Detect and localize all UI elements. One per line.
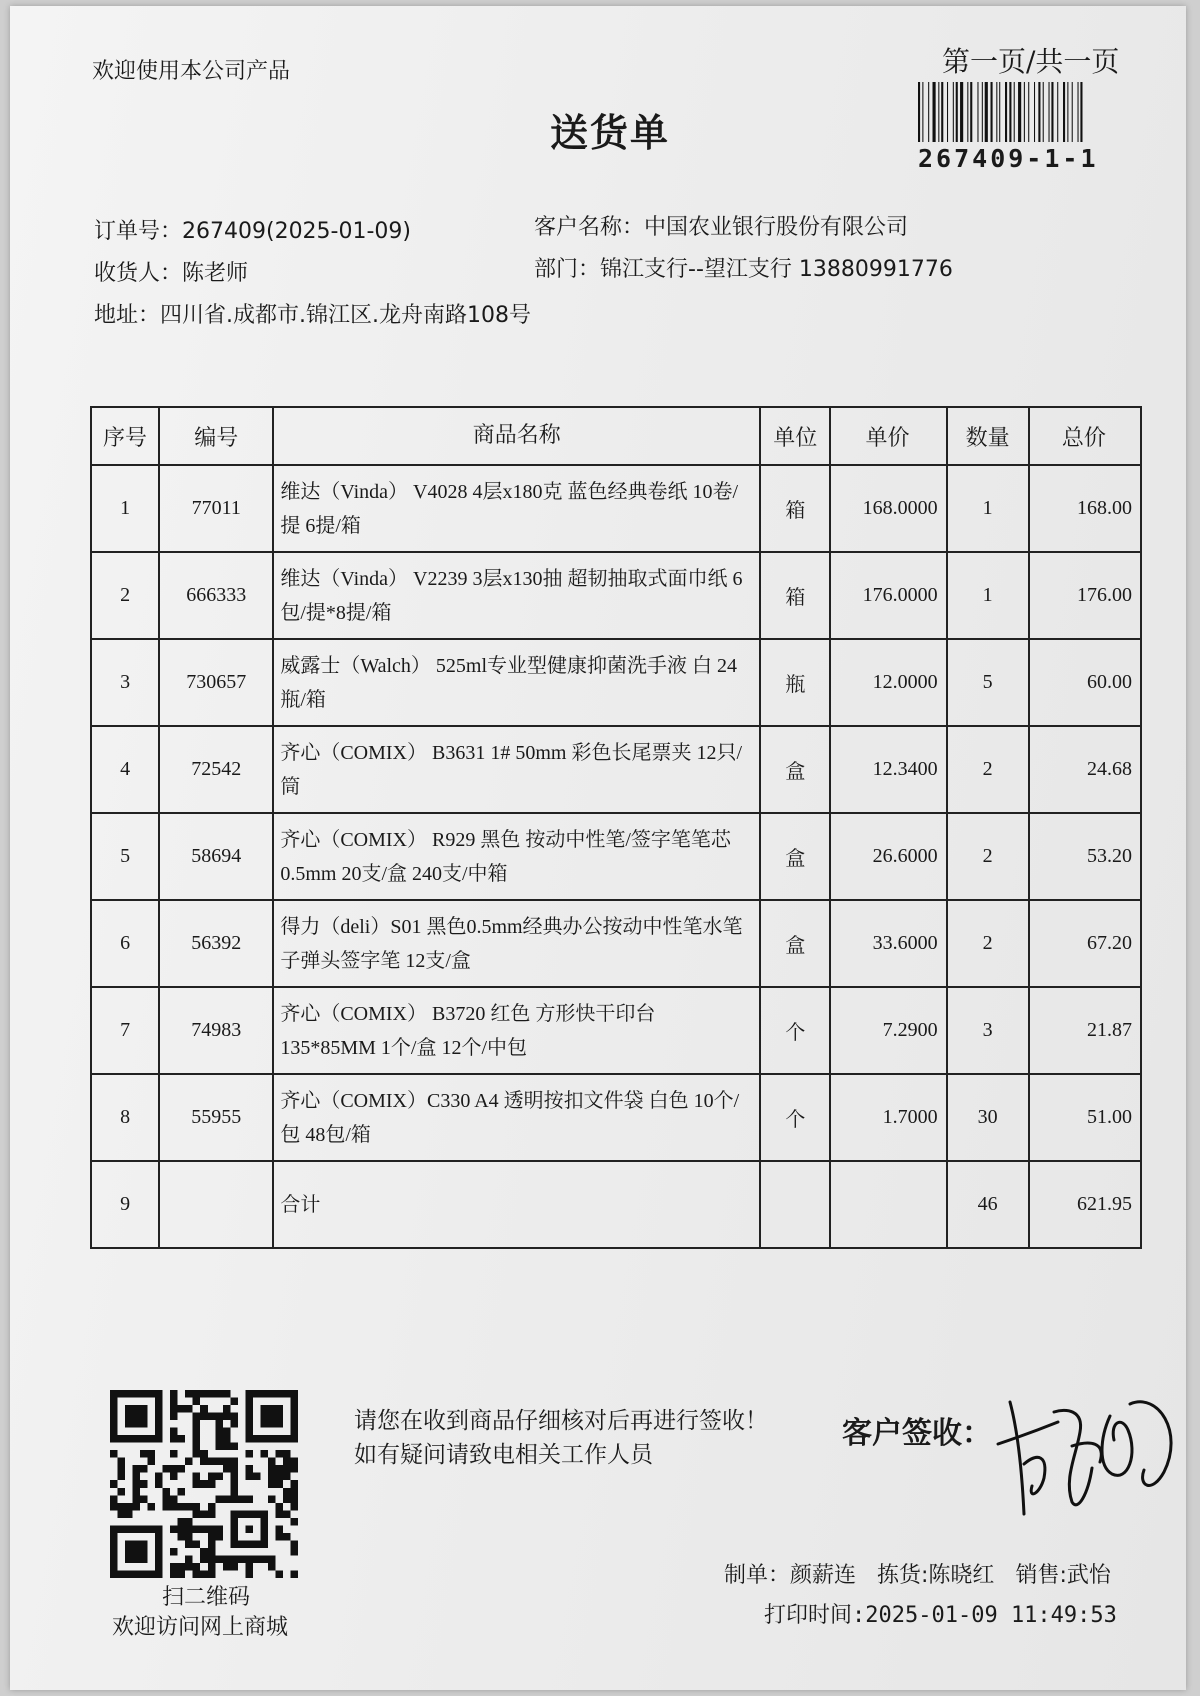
cell-product-name: 维达（Vinda） V4028 4层x180克 蓝色经典卷纸 10卷/提 6提/箱 bbox=[273, 465, 760, 552]
cell-seq: 1 bbox=[91, 465, 159, 552]
cell-unit: 个 bbox=[760, 1074, 830, 1161]
cell-unit-price: 1.7000 bbox=[830, 1074, 946, 1161]
header-unit: 单位 bbox=[760, 407, 830, 465]
cell-total: 67.20 bbox=[1029, 900, 1141, 987]
cell-unit-price: 12.3400 bbox=[830, 726, 946, 813]
cell-unit: 箱 bbox=[760, 465, 830, 552]
cell-seq: 5 bbox=[91, 813, 159, 900]
qr-code-image bbox=[110, 1390, 298, 1578]
cell-code: 56392 bbox=[159, 900, 273, 987]
picker: 拣货:陈晓红 bbox=[877, 1563, 995, 1588]
order-number: 订单号：267409(2025-01-09) bbox=[94, 219, 412, 244]
cell-product-name: 威露士（Walch） 525ml专业型健康抑菌洗手液 白 24瓶/箱 bbox=[273, 639, 760, 726]
maker: 制单：颜薪连 bbox=[724, 1563, 857, 1588]
cell-quantity: 3 bbox=[947, 987, 1029, 1074]
cell-unit-price: 176.0000 bbox=[830, 552, 946, 639]
items-table bbox=[90, 406, 1142, 1249]
total-row bbox=[91, 1161, 1141, 1248]
address: 地址：四川省.成都市.锦江区.龙舟南路108号 bbox=[94, 303, 531, 328]
department: 部门：锦江支行--望江支行 13880991776 bbox=[534, 257, 953, 282]
cell-seq: 8 bbox=[91, 1074, 159, 1161]
table-row bbox=[91, 1074, 1141, 1161]
qr-caption: 扫二维码 bbox=[162, 1585, 251, 1610]
total-cell-seq: 9 bbox=[91, 1161, 159, 1248]
cell-unit: 盒 bbox=[760, 726, 830, 813]
cell-quantity: 1 bbox=[947, 552, 1029, 639]
table-row bbox=[91, 552, 1141, 639]
cell-code: 55955 bbox=[159, 1074, 273, 1161]
cell-unit: 箱 bbox=[760, 552, 830, 639]
table-row bbox=[91, 465, 1141, 552]
cell-seq: 7 bbox=[91, 987, 159, 1074]
cell-quantity: 30 bbox=[947, 1074, 1029, 1161]
welcome-text: 欢迎使用本公司产品 bbox=[92, 59, 291, 84]
header-quantity: 数量 bbox=[947, 407, 1029, 465]
table-header-row bbox=[91, 407, 1141, 465]
cell-unit: 个 bbox=[760, 987, 830, 1074]
total-cell-product-name: 合计 bbox=[273, 1161, 760, 1248]
handwritten-signature bbox=[988, 1382, 1188, 1522]
cell-product-name: 齐心（COMIX）C330 A4 透明按扣文件袋 白色 10个/包 48包/箱 bbox=[273, 1074, 760, 1161]
cell-product-name: 齐心（COMIX） R929 黑色 按动中性笔/签字笔笔芯0.5mm 20支/盒 240支/中箱 bbox=[273, 813, 760, 900]
cell-product-name: 齐心（COMIX） B3631 1# 50mm 彩色长尾票夹 12只/筒 bbox=[273, 726, 760, 813]
receipt-notice: 请您在收到商品仔细核对后再进行签收！如有疑问请致电相关工作人员 bbox=[354, 1408, 768, 1468]
table-row bbox=[91, 639, 1141, 726]
qr-caption-mall: 欢迎访问网上商城 bbox=[112, 1615, 289, 1640]
cell-total: 176.00 bbox=[1029, 552, 1141, 639]
barcode-image bbox=[916, 82, 1138, 142]
barcode-number: 267409-1-1 bbox=[918, 144, 1099, 173]
cell-quantity: 2 bbox=[947, 900, 1029, 987]
cell-unit-price: 168.0000 bbox=[830, 465, 946, 552]
table-row bbox=[91, 813, 1141, 900]
cell-quantity: 1 bbox=[947, 465, 1029, 552]
total-cell-unit-price bbox=[830, 1161, 946, 1248]
total-cell-quantity: 46 bbox=[947, 1161, 1029, 1248]
cell-total: 168.00 bbox=[1029, 465, 1141, 552]
cell-product-name: 得力（deli）S01 黑色0.5mm经典办公按动中性笔水笔 子弹头签字笔 12支/盒 bbox=[273, 900, 760, 987]
total-cell-unit bbox=[760, 1161, 830, 1248]
cell-seq: 4 bbox=[91, 726, 159, 813]
table-row bbox=[91, 987, 1141, 1074]
cell-code: 666333 bbox=[159, 552, 273, 639]
cell-seq: 6 bbox=[91, 900, 159, 987]
header-code: 编号 bbox=[159, 407, 273, 465]
cell-quantity: 5 bbox=[947, 639, 1029, 726]
cell-unit: 盒 bbox=[760, 900, 830, 987]
header-unit-price: 单价 bbox=[830, 407, 946, 465]
table-row bbox=[91, 900, 1141, 987]
table-row bbox=[91, 726, 1141, 813]
document-title: 送货单 bbox=[550, 111, 671, 155]
cell-unit-price: 7.2900 bbox=[830, 987, 946, 1074]
cell-code: 77011 bbox=[159, 465, 273, 552]
header-total: 总价 bbox=[1029, 407, 1141, 465]
customer-sign-label: 客户签收： bbox=[842, 1416, 992, 1451]
customer-name: 客户名称：中国农业银行股份有限公司 bbox=[534, 215, 909, 240]
sales: 销售:武怡 bbox=[1015, 1563, 1111, 1588]
cell-seq: 3 bbox=[91, 639, 159, 726]
cell-product-name: 齐心（COMIX） B3720 红色 方形快干印台 135*85MM 1个/盒 12个/中包 bbox=[273, 987, 760, 1074]
cell-total: 60.00 bbox=[1029, 639, 1141, 726]
total-cell-code bbox=[159, 1161, 273, 1248]
delivery-note-paper bbox=[10, 6, 1186, 1690]
cell-total: 53.20 bbox=[1029, 813, 1141, 900]
page-info: 第一页/共一页 bbox=[942, 45, 1120, 78]
header-product-name: 商品名称 bbox=[273, 407, 760, 465]
total-cell-total: 621.95 bbox=[1029, 1161, 1141, 1248]
cell-total: 24.68 bbox=[1029, 726, 1141, 813]
cell-code: 58694 bbox=[159, 813, 273, 900]
cell-quantity: 2 bbox=[947, 813, 1029, 900]
cell-code: 72542 bbox=[159, 726, 273, 813]
cell-unit-price: 33.6000 bbox=[830, 900, 946, 987]
cell-unit-price: 12.0000 bbox=[830, 639, 946, 726]
cell-unit-price: 26.6000 bbox=[830, 813, 946, 900]
cell-unit: 瓶 bbox=[760, 639, 830, 726]
print-time: 打印时间:2025-01-09 11:49:53 bbox=[764, 1603, 1117, 1628]
cell-code: 730657 bbox=[159, 639, 273, 726]
cell-seq: 2 bbox=[91, 552, 159, 639]
staff-line bbox=[724, 1558, 1125, 1589]
header-seq: 序号 bbox=[91, 407, 159, 465]
cell-total: 21.87 bbox=[1029, 987, 1141, 1074]
cell-code: 74983 bbox=[159, 987, 273, 1074]
cell-total: 51.00 bbox=[1029, 1074, 1141, 1161]
receiver: 收货人：陈老师 bbox=[94, 261, 249, 286]
cell-product-name: 维达（Vinda） V2239 3层x130抽 超韧抽取式面巾纸 6包/提*8提/箱 bbox=[273, 552, 760, 639]
cell-quantity: 2 bbox=[947, 726, 1029, 813]
cell-unit: 盒 bbox=[760, 813, 830, 900]
